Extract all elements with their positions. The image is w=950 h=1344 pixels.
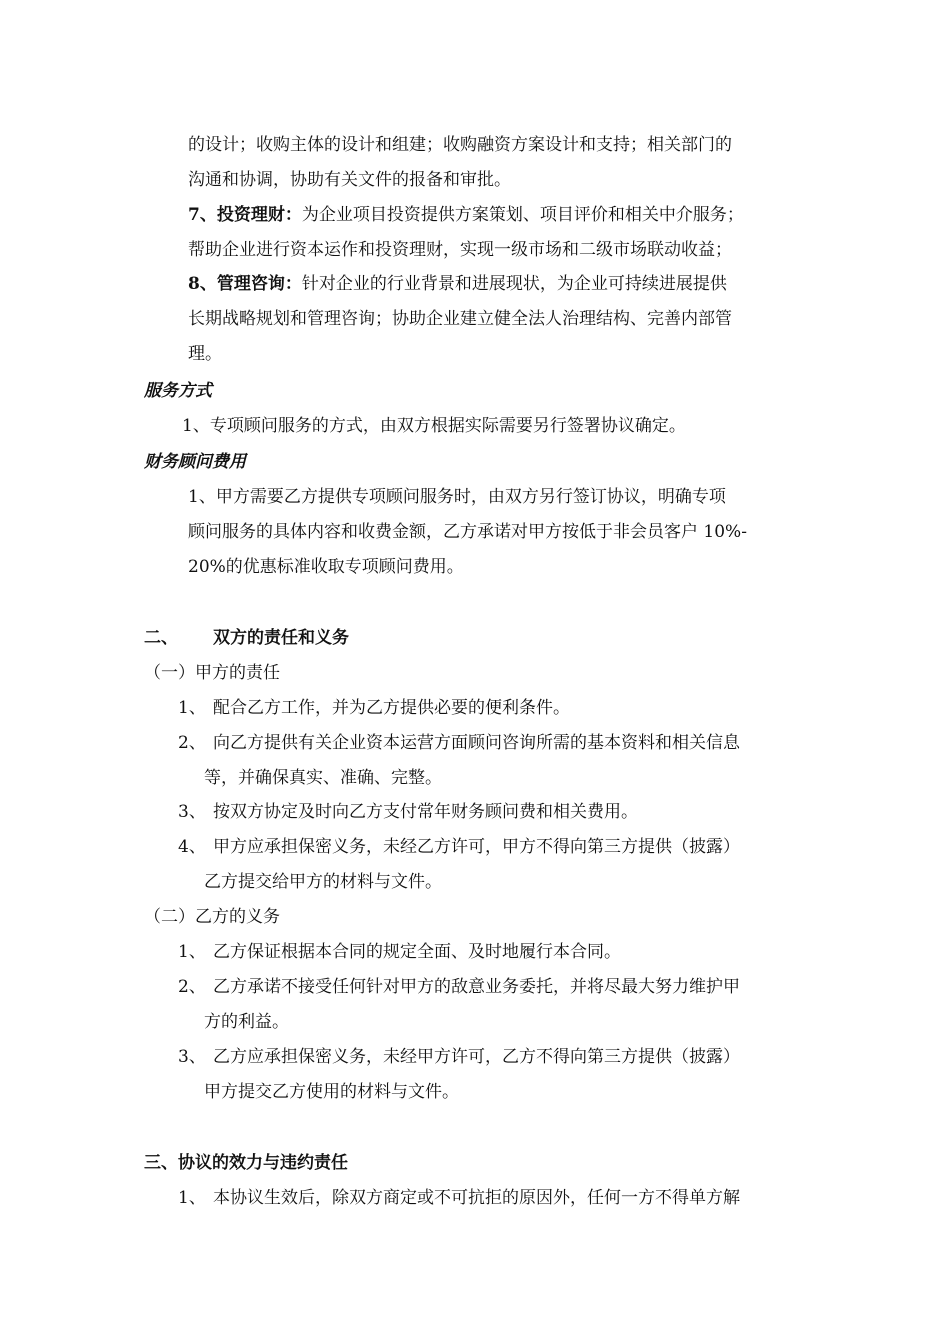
list-item-number: 4、 [178,837,206,857]
item-7-text: 为企业项目投资提供方案策划、项目评价和相关中介服务； [301,205,744,225]
list-item: 乙方承诺不接受任何针对甲方的敌意业务委托，并将尽最大努力维护甲 [213,977,740,997]
list-item: 配合乙方工作，并为乙方提供必要的便利条件。 [213,698,570,718]
section-3-title: 三、协议的效力与违约责任 [144,1153,348,1173]
service-mode-item: 1、专项顾问服务的方式，由双方根据实际需要另行签署协议确定。 [182,416,686,436]
section-2-title: 双方的责任和义务 [213,628,349,648]
paragraph-line: 长期战略规划和管理咨询；协助企业建立健全法人治理结构、完善内部管 [188,309,732,329]
item-8-text: 针对企业的行业背景和进展现状，为企业可持续进展提供 [301,274,727,294]
list-item-cont: 方的利益。 [204,1012,289,1032]
list-item: 乙方应承担保密义务，未经甲方许可，乙方不得向第三方提供（披露） [213,1047,740,1067]
party-a-heading: （一）甲方的责任 [144,663,280,683]
fee-line: 20%的优惠标准收取专项顾问费用。 [188,557,464,577]
list-item-number: 3、 [178,1047,206,1067]
item-8-label: 8、管理咨询： [188,274,302,294]
fee-line: 顾问服务的具体内容和收费金额，乙方承诺对甲方按低于非会员客户 10%- [188,522,747,542]
list-item-number: 1、 [178,698,206,718]
party-b-heading: （二）乙方的义务 [144,907,280,927]
paragraph-line: 沟通和协调，协助有关文件的报备和审批。 [188,170,511,190]
item-7-label: 7、投资理财： [188,205,302,225]
list-item: 向乙方提供有关企业资本运营方面顾问咨询所需的基本资料和相关信息 [213,733,740,753]
item-7 [188,203,744,227]
paragraph-line: 帮助企业进行资本运作和投资理财，实现一级市场和二级市场联动收益； [188,240,732,260]
list-item: 本协议生效后，除双方商定或不可抗拒的原因外，任何一方不得单方解 [213,1188,740,1208]
fee-line: 1、甲方需要乙方提供专项顾问服务时，由双方另行签订协议，明确专项 [188,487,726,507]
list-item-number: 2、 [178,733,206,753]
list-item-cont: 等，并确保真实、准确、完整。 [204,768,442,788]
list-item: 按双方协定及时向乙方支付常年财务顾问费和相关费用。 [213,802,638,822]
list-item-number: 2、 [178,977,206,997]
item-8 [188,272,727,296]
paragraph-line: 理。 [188,344,222,364]
section-2-number: 二、 [144,628,178,648]
list-item-number: 1、 [178,1188,206,1208]
list-item-number: 1、 [178,942,206,962]
list-item-number: 3、 [178,802,206,822]
service-mode-heading: 服务方式 [144,381,212,401]
fee-heading: 财务顾问费用 [144,452,246,472]
paragraph-line: 的设计；收购主体的设计和组建；收购融资方案设计和支持；相关部门的 [188,135,732,155]
list-item-cont: 乙方提交给甲方的材料与文件。 [204,872,442,892]
list-item: 乙方保证根据本合同的规定全面、及时地履行本合同。 [213,942,621,962]
list-item-cont: 甲方提交乙方使用的材料与文件。 [204,1082,459,1102]
list-item: 甲方应承担保密义务，未经乙方许可，甲方不得向第三方提供（披露） [213,837,740,857]
